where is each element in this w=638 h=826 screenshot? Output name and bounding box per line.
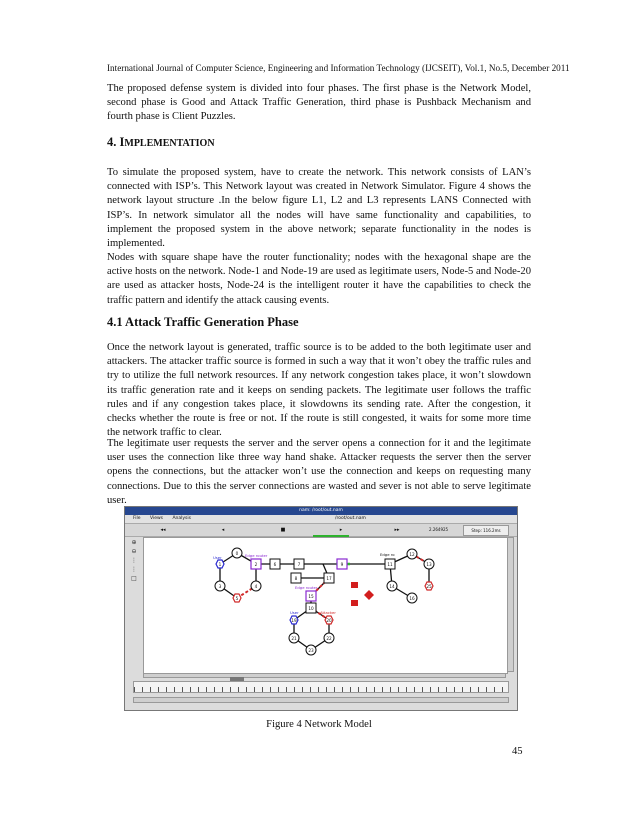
node-label-14: 14: [389, 584, 395, 589]
grid-icon: ⋮: [131, 566, 137, 573]
zoom-in-icon: ⊕: [131, 539, 137, 546]
implementation-paragraph-1: To simulate the proposed system, have to create the network. This network consists of LAN’s connected with ISP’s. This Network layout was created in Network Simulator. Figure 4 shows the network layout structure .In the below figure L1, L2 and L3 represents LANS Connected with ISP’s. In network simulator all the nodes will have same functionality and capabilities, to implement the proposed system in the above network; separate functionality in the nodes is implemented.: [107, 167, 531, 250]
nam-vertical-scrollbar: [507, 537, 514, 672]
zoom-out-icon: ⊖: [131, 548, 137, 555]
figure-caption: Figure 4 Network Model: [266, 719, 372, 730]
node-label-21: 21: [291, 636, 297, 641]
node-label-23: 23: [308, 648, 314, 653]
nam-menu-bar: [125, 515, 517, 524]
node-label-17: 17: [326, 576, 332, 581]
nam-time-readout: 2.264925: [429, 527, 449, 532]
nam-timeline: [133, 681, 509, 693]
nam-side-toolbar: [127, 539, 141, 584]
node-label-2: 2: [254, 562, 258, 567]
graph-label-edge-router-1: Edge router: [245, 553, 268, 558]
node-label-8: 8: [294, 576, 298, 581]
nam-menu-views: Views: [149, 516, 163, 521]
network-graph: [144, 538, 507, 673]
node-label-25: 25: [426, 584, 432, 589]
node-label-19: 19: [291, 618, 297, 623]
intro-paragraph: The proposed defense system is divided into four phases. The first phase is the Network Model, second phase is Good and Attack Traffic Generation, third phase is Pushback Mechanism and fourth phase is Client Puzzles.: [107, 83, 531, 123]
graph-label-edge-router-3: Edge router: [295, 585, 318, 590]
grid-icon: ⋮: [131, 557, 137, 564]
node-label-4: 4: [254, 584, 258, 589]
box-icon: □: [131, 575, 137, 582]
node-label-9: 9: [340, 562, 344, 567]
nam-network-canvas: [143, 537, 508, 674]
section-title-first-letter: I: [119, 135, 125, 149]
nam-step-readout: Step: 116.2ms: [463, 525, 509, 536]
attack-paragraph-1: Once the network layout is generated, traffic source is to be added to the both legitimate user and attackers. The attacker traffic source is formed in such a way that it won’t obey the traffic rules and try to utilize the full network resources. If any network congestion takes place, it won’t slowdown its traffic generation rate and it keeps on sending packets. The legitimate user follows the traffic rules and if any congestion takes place, it slowdowns its sending rate. After the congestion, it checks whether the route is free or not. If the route is still congested, it waits for some more time the network traffic to clear.: [107, 342, 531, 439]
node-label-13: 13: [426, 562, 432, 567]
nam-stop-icon: ■: [280, 527, 286, 533]
nam-bottom-scrollbar: [133, 697, 509, 703]
nam-horizontal-scrollbar: [143, 673, 506, 678]
nam-back-icon: ◂: [221, 527, 225, 533]
page-number: 45: [512, 746, 523, 757]
nam-play-icon: ▸: [339, 527, 343, 533]
node-label-5: 5: [235, 596, 239, 601]
node-label-20: 20: [326, 618, 332, 623]
implementation-paragraph-2: Nodes with square shape have the router functionality; nodes with the hexagonal shape are the active hosts on the network. Node-1 and Node-19 are used as legitimate users, Node-5 and Node-20 are used as attacker hosts, Node-24 is the intelligent router it have the capabilities to check the traffic pattern and identify the attack causing events.: [107, 252, 531, 306]
node-label-1: 1: [218, 562, 222, 567]
section-number: 4.: [107, 135, 117, 149]
journal-header: International Journal of Computer Science, Engineering and Information Technology (IJCSEIT), Vol.1, No.5, December 2011: [107, 63, 570, 73]
graph-label-user-1: User: [213, 555, 222, 560]
section-title-rest: MPLEMENTATION: [124, 138, 215, 149]
node-label-16: 16: [409, 596, 415, 601]
nam-screenshot-figure: [124, 506, 518, 711]
node-label-0: 0: [235, 551, 239, 556]
graph-label-edge-router-2: Edge ro: [380, 552, 395, 557]
nam-control-bar: [125, 524, 517, 537]
section-heading-implementation: [107, 135, 215, 150]
node-label-11: 11: [387, 562, 393, 567]
node-label-3: 3: [218, 584, 222, 589]
node-label-22: 22: [326, 636, 332, 641]
graph-label-user-2: User: [290, 610, 299, 615]
node-label-6: 6: [273, 562, 277, 567]
nam-fast-forward-icon: ▸▸: [394, 527, 400, 533]
nam-menu-file: File: [133, 516, 141, 521]
subsection-heading: 4.1 Attack Traffic Generation Phase: [107, 315, 299, 329]
nam-file-label: /root/out.nam: [335, 516, 366, 521]
nam-menu-analysis: Analysis: [172, 516, 191, 521]
node-label-15: 15: [308, 594, 314, 599]
nam-window-title: nam: /root/out.nam: [125, 507, 517, 515]
attack-paragraph-2: The legitimate user requests the server and the server opens a connection for it and the legitimate user uses the connection like three way hand shake. Attacker requests the server then the server opens the connections, but the attacker won’t use the connection and keeps on requesting many connections. Due to this the server connections are wasted and sever is not able to serve legitimate user.: [107, 438, 531, 506]
nam-rewind-icon: ◂◂: [160, 527, 166, 533]
graph-label-attacker: Attacker: [320, 610, 336, 615]
node-label-12: 12: [409, 552, 415, 557]
node-label-10: 10: [308, 606, 314, 611]
node-label-7: 7: [297, 562, 301, 567]
